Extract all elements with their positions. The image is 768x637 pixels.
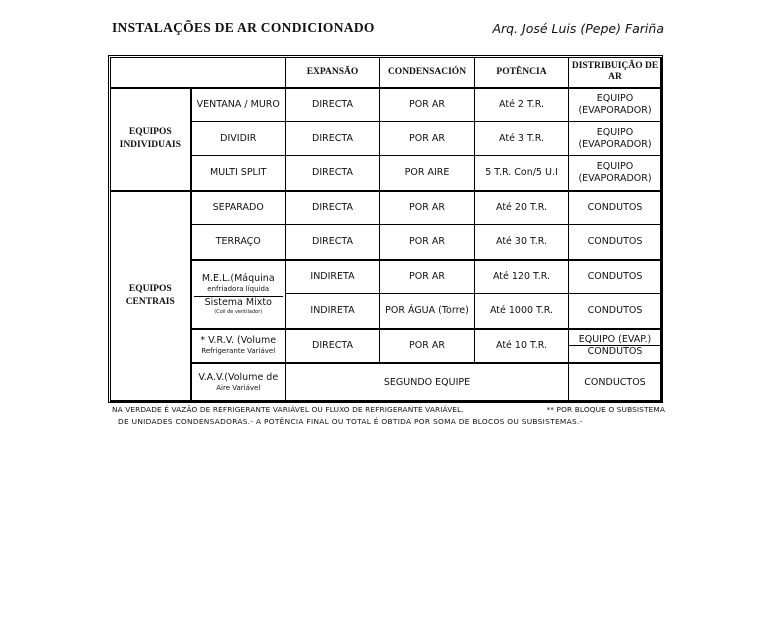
row-condensation: POR AR — [380, 191, 475, 225]
row-type: VENTANA / MURO — [191, 88, 286, 122]
footnote-line-1 — [112, 405, 665, 414]
row-power: Até 1000 T.R. — [475, 294, 569, 329]
row-condensation: POR AR — [380, 225, 475, 260]
footnote-line-2: DE UNIDADES CONDENSADORAS.- A POTÊNCIA FINAL OU TOTAL É OBTIDA POR SOMA DE BLOCOS OU SUBSISTEMAS.- — [118, 417, 583, 426]
row-distribution: CONDUTOS — [569, 191, 662, 225]
row-expansion: DIRECTA — [286, 156, 380, 191]
row-power: Até 30 T.R. — [475, 225, 569, 260]
row-type: TERRAÇO — [191, 225, 286, 260]
row-distribution: EQUIPO (EVAPORADOR) — [569, 156, 662, 191]
row-type-vrv: * V.R.V. (Volume Refrigerante Variável — [191, 329, 286, 363]
header-empty-cell — [111, 58, 286, 88]
row-distribution: CONDUTOS — [569, 225, 662, 260]
row-expansion: INDIRETA — [286, 294, 380, 329]
row-expansion: DIRECTA — [286, 88, 380, 122]
table-row — [111, 363, 662, 402]
row-merged: SEGUNDO EQUIPE — [286, 363, 569, 402]
row-type: SEPARADO — [191, 191, 286, 225]
footnote-left: NA VERDADE É VAZÃO DE REFRIGERANTE VARIÁVEL OU FLUXO DE REFRIGERANTE VARIÁVEL. — [112, 405, 464, 414]
table-row — [111, 260, 662, 294]
row-condensation: POR AR — [380, 329, 475, 363]
row-power: Até 3 T.R. — [475, 122, 569, 156]
group-individual: EQUIPOS INDIVIDUAIS — [111, 88, 191, 191]
col-header-condensation: CONDENSACIÓN — [380, 58, 475, 88]
row-power: 5 T.R. Con/5 U.I — [475, 156, 569, 191]
header-row — [111, 58, 662, 88]
group-central: EQUIPOS CENTRAIS — [111, 191, 191, 402]
row-condensation: POR ÁGUA (Torre) — [380, 294, 475, 329]
col-header-power: POTÊNCIA — [475, 58, 569, 88]
row-condensation: POR AR — [380, 260, 475, 294]
author-name: Arq. José Luis (Pepe) Fariña — [492, 21, 664, 36]
row-distribution: EQUIPO (EVAPORADOR) — [569, 88, 662, 122]
row-distribution: EQUIPO (EVAPORADOR) — [569, 122, 662, 156]
row-expansion: INDIRETA — [286, 260, 380, 294]
table-row — [111, 329, 662, 363]
col-header-distribution: DISTRIBUIÇÃO DE AR — [569, 58, 662, 88]
row-distribution: CONDUTOS — [569, 294, 662, 329]
row-power: Até 120 T.R. — [475, 260, 569, 294]
row-condensation: POR AR — [380, 88, 475, 122]
systems-table — [110, 57, 662, 402]
row-type: MULTI SPLIT — [191, 156, 286, 191]
table-row — [111, 156, 662, 191]
table-row — [111, 191, 662, 225]
col-header-expansion: EXPANSÃO — [286, 58, 380, 88]
row-power: Até 20 T.R. — [475, 191, 569, 225]
row-expansion: DIRECTA — [286, 225, 380, 260]
footnote-right: ** POR BLOQUE O SUBSISTEMA — [546, 405, 665, 414]
row-power: Até 2 T.R. — [475, 88, 569, 122]
row-expansion: DIRECTA — [286, 122, 380, 156]
row-condensation: POR AR — [380, 122, 475, 156]
document-title: INSTALAÇÕES DE AR CONDICIONADO — [112, 20, 375, 35]
row-expansion: DIRECTA — [286, 191, 380, 225]
row-expansion: DIRECTA — [286, 329, 380, 363]
row-condensation: POR AIRE — [380, 156, 475, 191]
row-type: DIVIDIR — [191, 122, 286, 156]
table-row — [111, 122, 662, 156]
table-row — [111, 88, 662, 122]
row-type-vav: V.A.V.(Volume de Aire Variável — [191, 363, 286, 402]
row-distribution: CONDUTOS — [569, 260, 662, 294]
row-distribution-split: EQUIPO (EVAP.) CONDUTOS — [569, 329, 662, 363]
row-type-mel: M.E.L.(Máquina enfriadora líquida Sistema Mixto (Coil de ventilador) — [191, 260, 286, 329]
row-power: Até 10 T.R. — [475, 329, 569, 363]
table-row — [111, 225, 662, 260]
row-distribution: CONDUCTOS — [569, 363, 662, 402]
